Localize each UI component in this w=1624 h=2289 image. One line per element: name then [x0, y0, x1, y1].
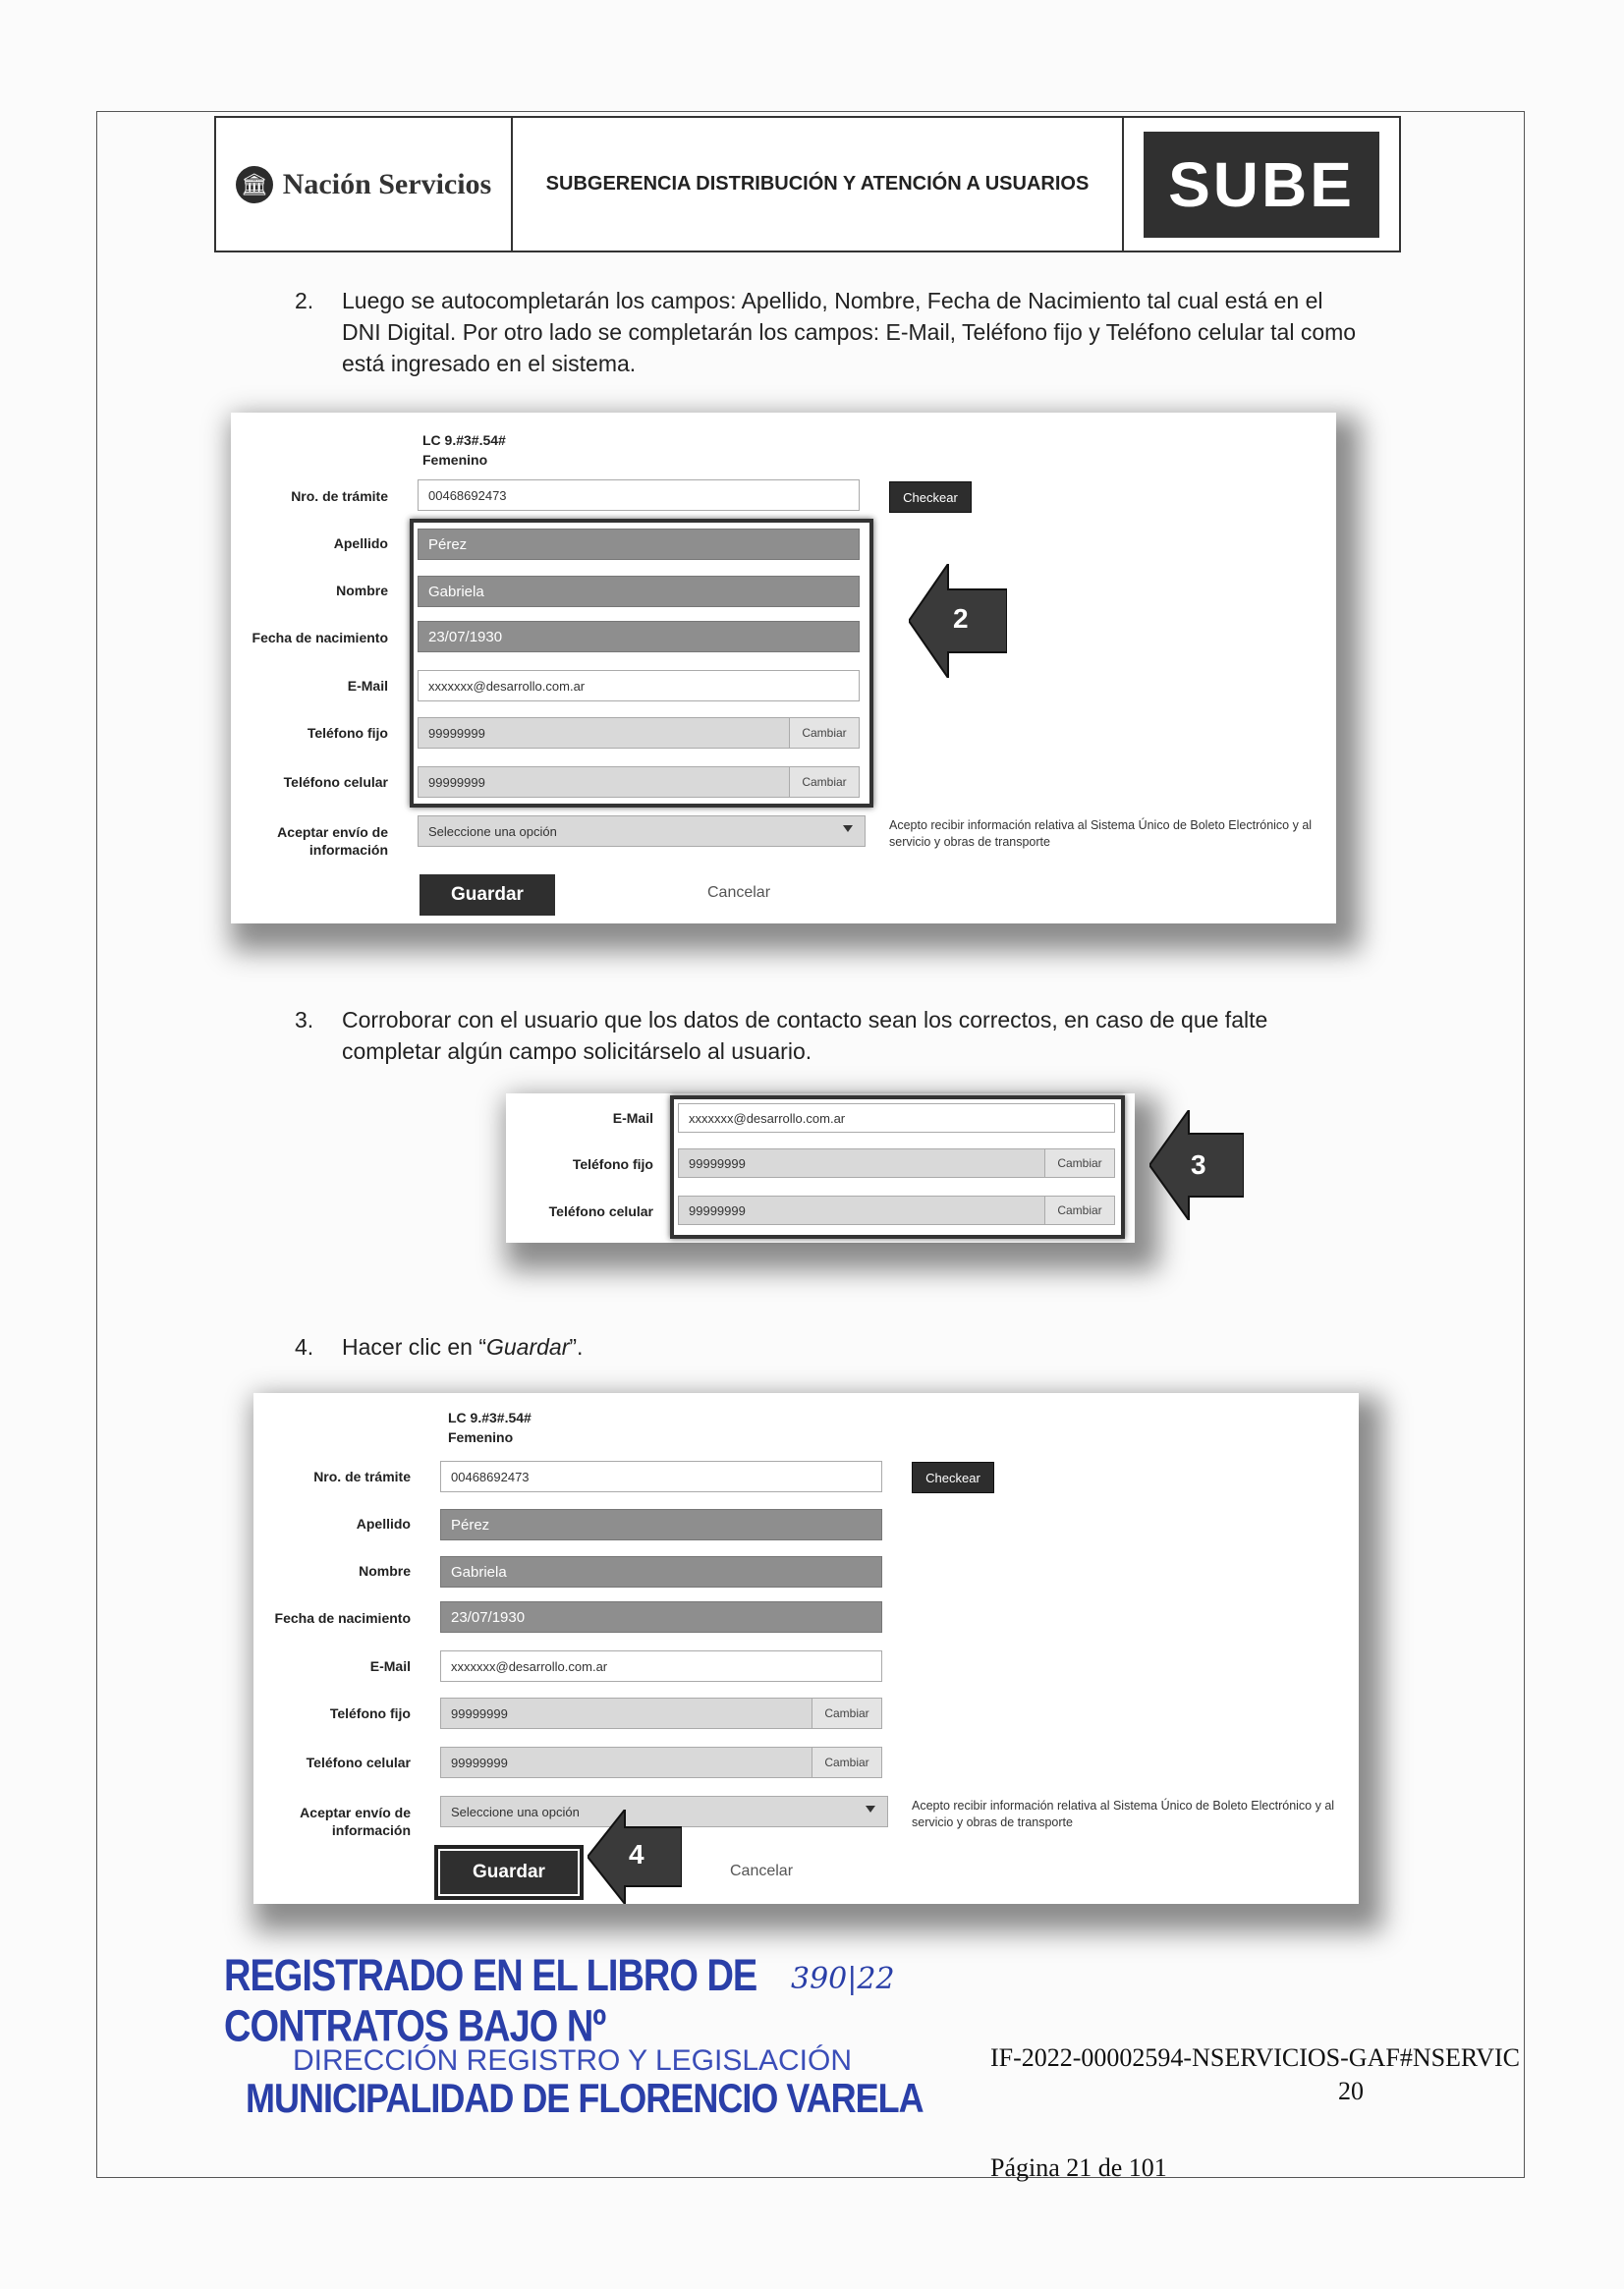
- label-tel-fijo: Teléfono fijo: [329, 1705, 411, 1721]
- document-header: [214, 116, 1401, 252]
- step-text: Corroborar con el usuario que los datos de contacto sean los correctos, en caso de que falte completar algún campo solicitárselo al usuario.: [342, 1007, 1268, 1064]
- check-button[interactable]: Checkear: [912, 1462, 994, 1493]
- header-logo-cell: [216, 118, 513, 251]
- tramite-input[interactable]: 00468692473: [418, 479, 860, 511]
- tel-fijo-value: 99999999: [689, 1155, 746, 1171]
- change-tel-fijo-button[interactable]: Cambiar: [789, 718, 859, 748]
- label-tel-celular: Teléfono celular: [283, 774, 388, 790]
- label-tel-celular: Teléfono celular: [306, 1755, 411, 1770]
- step-number: 2.: [295, 288, 314, 313]
- tel-celular-value: 99999999: [689, 1202, 746, 1218]
- step-number: 4.: [295, 1334, 314, 1360]
- label-aceptar: [253, 1804, 411, 1839]
- change-tel-fijo-button[interactable]: Cambiar: [1044, 1149, 1114, 1177]
- tel-celular-input[interactable]: [440, 1747, 882, 1778]
- label-tel-fijo: Teléfono fijo: [307, 725, 388, 741]
- label-nacimiento: Fecha de nacimiento: [252, 630, 388, 645]
- change-tel-celular-button[interactable]: Cambiar: [789, 767, 859, 797]
- check-button[interactable]: Checkear: [889, 481, 972, 513]
- tramite-input[interactable]: 00468692473: [440, 1461, 882, 1492]
- consent-text: Acepto recibir información relativa al Sistema Único de Boleto Electrónico y al servicio y obras de transporte: [912, 1799, 1335, 1829]
- save-button[interactable]: Guardar: [440, 1851, 578, 1894]
- select-placeholder: Seleccione una opción: [428, 823, 557, 839]
- gender-text: Femenino: [422, 452, 488, 468]
- doc-line-text: LC 9.#3#.54#: [422, 432, 506, 448]
- doc-line-text: LC 9.#3#.54#: [448, 1410, 532, 1425]
- label-tramite: Nro. de trámite: [291, 488, 388, 504]
- tel-fijo-input[interactable]: [440, 1698, 882, 1729]
- label-tramite: Nro. de trámite: [313, 1469, 411, 1484]
- tel-celular-value: 99999999: [451, 1755, 508, 1770]
- sube-logo: SUBE: [1144, 132, 1379, 238]
- email-input[interactable]: xxxxxxx@desarrollo.com.ar: [418, 670, 860, 701]
- gender-text: Femenino: [448, 1429, 514, 1445]
- step-3-arrow-badge: [1149, 1110, 1244, 1220]
- document-page-number: 20: [1338, 2077, 1364, 2105]
- step-text-prefix: Hacer clic en “: [342, 1334, 486, 1360]
- select-placeholder: Seleccione una opción: [451, 1804, 580, 1819]
- step-2-arrow-badge: [909, 564, 1007, 678]
- email-input[interactable]: xxxxxxx@desarrollo.com.ar: [678, 1103, 1115, 1133]
- step-text: Luego se autocompletarán los campos: Apellido, Nombre, Fecha de Nacimiento tal cual está en el DNI Digital. Por otro lado se completarán los campos: E-Mail, Teléfono fijo y Teléfono celular tal como está ingresado en el sistema.: [342, 288, 1357, 376]
- step-4: [295, 1331, 1366, 1363]
- step-4-arrow-badge: [588, 1810, 682, 1904]
- nacimiento-input[interactable]: 23/07/1930: [440, 1601, 882, 1633]
- label-email: E-Mail: [369, 1658, 411, 1674]
- label-email: E-Mail: [612, 1110, 653, 1126]
- tel-celular-value: 99999999: [428, 774, 485, 790]
- email-input[interactable]: xxxxxxx@desarrollo.com.ar: [440, 1650, 882, 1682]
- label-email: E-Mail: [347, 678, 388, 694]
- cancel-link[interactable]: Cancelar: [730, 1863, 794, 1879]
- cancel-link[interactable]: Cancelar: [707, 884, 771, 901]
- label-aceptar-2: información: [331, 1822, 411, 1838]
- change-tel-fijo-button[interactable]: Cambiar: [812, 1699, 881, 1728]
- label-nacimiento: Fecha de nacimiento: [274, 1610, 411, 1626]
- bank-building-icon: 🏛: [236, 166, 273, 203]
- label-aceptar-1: Aceptar envío de: [300, 1805, 411, 1820]
- doc-line: [422, 430, 506, 470]
- step-text: [342, 1331, 1366, 1363]
- label-apellido: Apellido: [356, 1516, 411, 1532]
- nacimiento-input[interactable]: 23/07/1930: [418, 621, 860, 652]
- consent-text: Acepto recibir información relativa al Sistema Único de Boleto Electrónico y al servicio y obras de transporte: [889, 818, 1313, 849]
- chevron-down-icon: [866, 1806, 875, 1813]
- handwritten-signature: 390|22: [791, 1962, 895, 1996]
- stamp-line-3: MUNICIPALIDAD DE FLORENCIO VARELA: [246, 2074, 924, 2121]
- doc-line: [448, 1408, 532, 1447]
- label-nombre: Nombre: [336, 583, 388, 598]
- apellido-input[interactable]: Pérez: [440, 1509, 882, 1540]
- badge-number: 4: [629, 1839, 644, 1870]
- registry-stamp: [224, 1951, 971, 2121]
- form-screenshot-2: [506, 1093, 1135, 1243]
- stamp-line-1: REGISTRADO EN EL LIBRO DE CONTRATOS BAJO Nº: [224, 1951, 757, 2052]
- header-brand-cell: [1124, 118, 1399, 251]
- label-tel-celular: Teléfono celular: [548, 1203, 653, 1219]
- badge-number: 2: [953, 603, 969, 634]
- form-screenshot-1: [231, 413, 1336, 923]
- step-number: 3.: [295, 1007, 314, 1033]
- header-title: SUBGERENCIA DISTRIBUCIÓN Y ATENCIÓN A USUARIOS: [513, 118, 1124, 251]
- change-tel-celular-button[interactable]: Cambiar: [1044, 1197, 1114, 1224]
- label-tel-fijo: Teléfono fijo: [572, 1156, 653, 1172]
- label-nombre: Nombre: [359, 1563, 411, 1579]
- page-label: Página 21 de 101: [990, 2153, 1167, 2182]
- highlight-box: [410, 519, 873, 808]
- label-aceptar: [231, 823, 388, 859]
- change-tel-celular-button[interactable]: Cambiar: [812, 1748, 881, 1777]
- document-id: IF-2022-00002594-NSERVICIOS-GAF#NSERVIC: [990, 2043, 1520, 2072]
- nombre-input[interactable]: Gabriela: [440, 1556, 882, 1588]
- label-apellido: Apellido: [333, 535, 388, 551]
- chevron-down-icon: [843, 825, 853, 832]
- logo-text: Nación Servicios: [282, 167, 492, 200]
- label-aceptar-1: Aceptar envío de: [277, 824, 388, 840]
- step-text-emphasis: Guardar: [485, 1334, 570, 1360]
- tel-fijo-value: 99999999: [451, 1705, 508, 1721]
- stamp-line-2: DIRECCIÓN REGISTRO Y LEGISLACIÓN: [293, 2044, 853, 2077]
- apellido-input[interactable]: Pérez: [418, 529, 860, 560]
- step-text-suffix: ”.: [569, 1334, 584, 1360]
- nombre-input[interactable]: Gabriela: [418, 576, 860, 607]
- form-screenshot-3: [253, 1393, 1359, 1904]
- step-3: [295, 1004, 1366, 1067]
- step-2: [295, 285, 1366, 379]
- badge-number: 3: [1191, 1149, 1206, 1180]
- aceptar-select[interactable]: [418, 815, 866, 847]
- save-button[interactable]: Guardar: [420, 874, 555, 916]
- highlight-box: [670, 1095, 1125, 1239]
- label-aceptar-2: información: [308, 842, 388, 858]
- tel-fijo-value: 99999999: [428, 725, 485, 741]
